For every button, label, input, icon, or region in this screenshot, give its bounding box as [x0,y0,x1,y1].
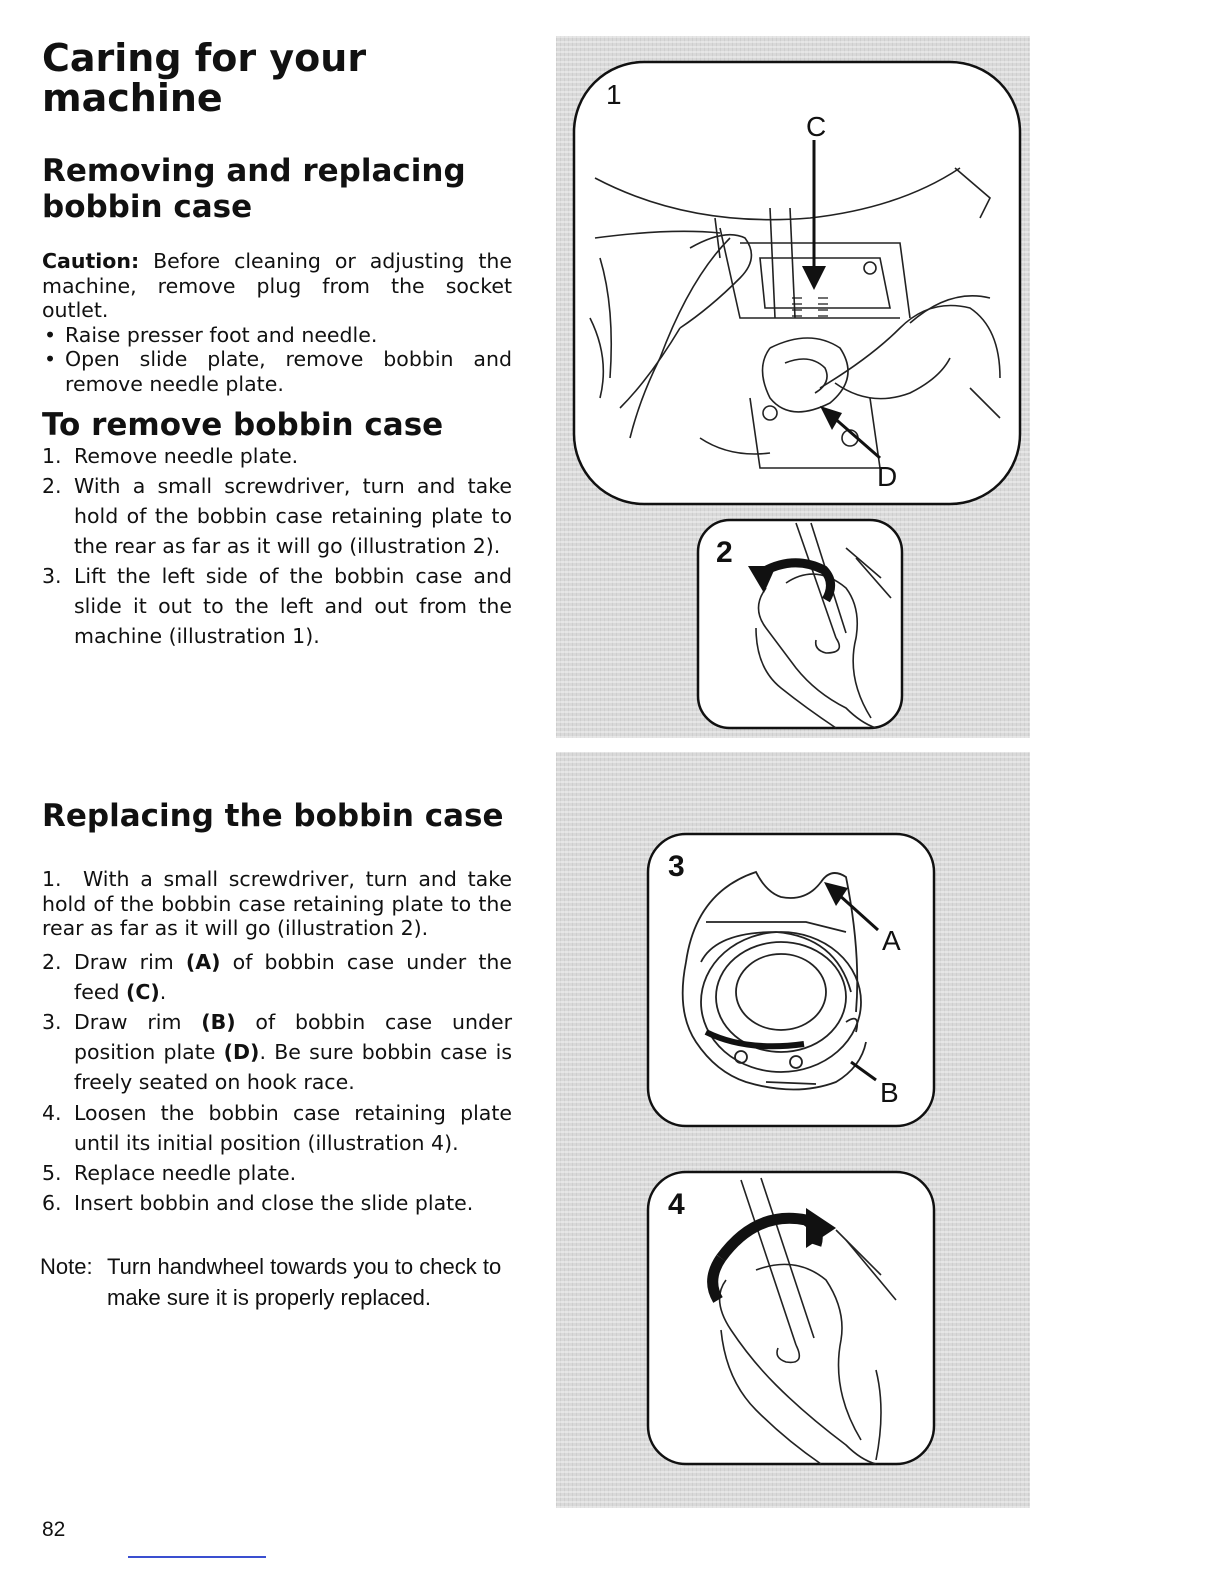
section-heading-remove: To remove bobbin case [42,407,444,443]
bullet-item: • Open slide plate, remove bobbin and remove needle plate. [42,347,512,396]
replace-steps [42,947,512,1219]
section-heading-replace: Replacing the bobbin case [42,798,504,834]
figure-3-label-b: B [880,1077,899,1108]
figure-2-number: 2 [716,536,733,569]
list-item: 6. Insert bobbin and close the slide plate. [42,1191,474,1216]
caution-paragraph [42,249,512,323]
page-title: Caring for your machine [42,36,367,120]
list-item: 1. Remove needle plate. [42,444,299,468]
list-item: 3. Lift the left side of the bobbin case and slide it out to the left and out from the machine (illustration 1). [42,564,512,648]
remove-steps [42,441,512,651]
page-number: 82 [42,1518,66,1541]
caution-text: Before cleaning or adjusting the machine, remove plug from the socket outlet. [42,249,512,322]
figure-2-illustration [696,518,904,730]
caution-block [42,249,512,396]
list-item: 5. Replace needle plate. [42,1160,297,1185]
figure-1-number: 1 [606,79,622,110]
list-item: 2. With a small screwdriver, turn and take hold of the bobbin case retaining plate to the rear as far as it will go (illustration 2). [42,474,512,558]
list-item: 4. Loosen the bobbin case retaining plate until its initial position (illustration 4). [42,1100,512,1155]
figure-3-illustration [646,832,936,1128]
note-block [40,1251,510,1313]
list-item: 3. Draw rim (B) of bobbin case under position plate (D). Be sure bobbin case is freely seated on hook race. [42,1009,513,1095]
replace-step-1: 1. With a small screwdriver, turn and take hold of the bobbin case retaining plate to the rear as far as it will go (illustration 2). [42,867,512,940]
replace-steps-block [42,867,512,1218]
note-text: Turn handwheel towards you to check to make sure it is properly replaced. [107,1254,502,1310]
footer-rule [128,1556,266,1558]
section-heading-removing-replacing: Removing and replacing bobbin case [42,153,466,225]
figure-1-label-d: D [877,461,898,492]
figure-3-number: 3 [668,850,685,883]
figure-1-illustration [570,58,1024,508]
caution-label: Caution: [42,249,140,273]
note-label: Note: [40,1254,93,1279]
bullet-item: • Raise presser foot and needle. [42,323,512,348]
remove-steps-block [42,441,512,651]
figure-4-number: 4 [668,1188,685,1221]
figure-3-label-a: A [882,925,901,956]
list-item: 2. Draw rim (A) of bobbin case under the feed (C). [42,949,513,1004]
figure-4-illustration [646,1170,936,1466]
caution-bullets [42,323,512,397]
figure-1-label-c: C [806,111,827,142]
